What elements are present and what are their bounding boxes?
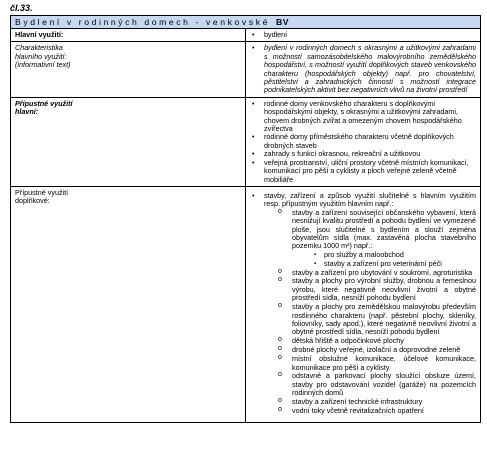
list-item: • veřejná prostranství, uliční prostory včetně místních komunikací, komunikací pro pěší a cyklisty a ploch veřejné zeleně včetně mobiliáře	[250, 159, 476, 184]
list-item-intro: • stavby, zařízení a způsob využití slučitelné s hlavním využitím resp. přípustným využitím hlavním např.:	[264, 190, 476, 209]
list-item: • rodinné domy venkovského charakteru s doplňkovými hospodářskými objekty, s okrasnými a užitkovými zahradami, chovem drobných zvířat a omezeným chovem hospodářského zvířectva	[250, 100, 476, 134]
subsub-list-item: ▪ stavby a zařízení pro veterinární péči	[292, 260, 476, 268]
label-line: Přípustné využití	[15, 187, 69, 197]
label-line: Charakteristika	[15, 43, 63, 53]
label-permitted-additional	[11, 186, 246, 422]
sub-list-item	[264, 209, 476, 268]
sub-list-item: o stavby a plochy pro zemědělskou malovýrobu především rostlinného charakteru (např. pěstební plochy, skleníky, foliovníky, sady apod.), které negativně neovlivní životní a obytné prostředí sídla, nesníží pohodu bydlení	[264, 303, 476, 337]
table-title: Bydlení v rodinných domech - venkovské	[15, 17, 270, 27]
sub-list-item-text: o stavby a zařízení související občanského vybavení, která nesnižují kvalitu prostředí a pohodu bydlení ve vymezené ploše, jsou slučitelné s bydlením a slouží zejména obyvatelům sídla (max. zastavěná plocha stavebního pozemku 1000 m²) např.:	[292, 207, 476, 251]
row-permitted-main	[11, 97, 481, 186]
list-item	[250, 192, 476, 416]
subsub-list-item: ▪ pro služby a maloobchod	[292, 251, 476, 259]
regulation-table-wrapper	[10, 15, 481, 423]
sub-list-item: o dětská hřiště a odpočinkové plochy	[264, 337, 476, 345]
label-line: hlavní:	[15, 107, 39, 117]
label-line: doplňkové:	[15, 196, 50, 206]
article-number: čl.33.	[10, 3, 33, 13]
label-main-use-text: Hlavní využití:	[15, 30, 64, 39]
table-title-code: BV	[276, 17, 289, 27]
sub-list-item: o stavby a zařízení technické infrastruktury	[264, 398, 476, 406]
value-main-use	[246, 29, 481, 42]
sub-list-item: o vodní toky včetně revitalizačních opatření	[264, 407, 476, 415]
list-item: • bydlení	[250, 31, 476, 39]
row-permitted-additional	[11, 186, 481, 422]
sub-list-item: o místní obslužné komunikace, účelové komunikace, komunikace pro pěší a cyklisty	[264, 355, 476, 372]
list-item: • bydlení v rodinných domech s okrasnými a užitkovými zahradami s možností samozásobitelského malovýrobního zemědělského hospodářství, s možností využití doplňkových staveb venkovského charakteru (hospodářských objekty) např. pro chovatelství, pěstitelství a zahradnických činností s možností integrace podnikatelských aktivit bez negativních vlivů na životní prostředí	[250, 44, 476, 94]
value-characteristic	[246, 42, 481, 97]
label-line: (informativní text)	[15, 60, 71, 70]
list-item: • rodinné domy příměstského charakteru včetně doplňkových drobných staveb	[250, 133, 476, 150]
value-permitted-additional	[246, 186, 481, 422]
row-characteristic	[11, 42, 481, 97]
label-permitted-main	[11, 97, 246, 186]
label-line: hlavního využití:	[15, 51, 67, 61]
row-main-use	[11, 29, 481, 42]
table-title-cell	[11, 16, 481, 29]
sub-list-item: o odstavné a parkovací plochy sloužící obsluze území, stavby pro odstavování vozidel (garáže) na pozemcích rodinných domů	[264, 372, 476, 397]
label-main-use	[11, 29, 246, 42]
sub-list-item: o stavby a plochy pro výrobní služby, drobnou a řemeslnou výrobu, které negativně neovlivní životní a obytné prostředí sídla, nesníží pohodu bydlení	[264, 277, 476, 302]
table-title-row	[11, 16, 481, 29]
list-item: • zahrady s funkcí okrasnou, rekreační a užitkovou	[250, 150, 476, 158]
regulation-table	[10, 15, 481, 423]
sub-list-item: o stavby a zařízení pro ubytování v soukromí, agroturistika	[264, 269, 476, 277]
label-line: Přípustné využití	[15, 98, 73, 108]
sub-list-item: o drobné plochy veřejné, izolační a doprovodné zeleně	[264, 346, 476, 354]
value-permitted-main	[246, 97, 481, 186]
label-characteristic	[11, 42, 246, 97]
